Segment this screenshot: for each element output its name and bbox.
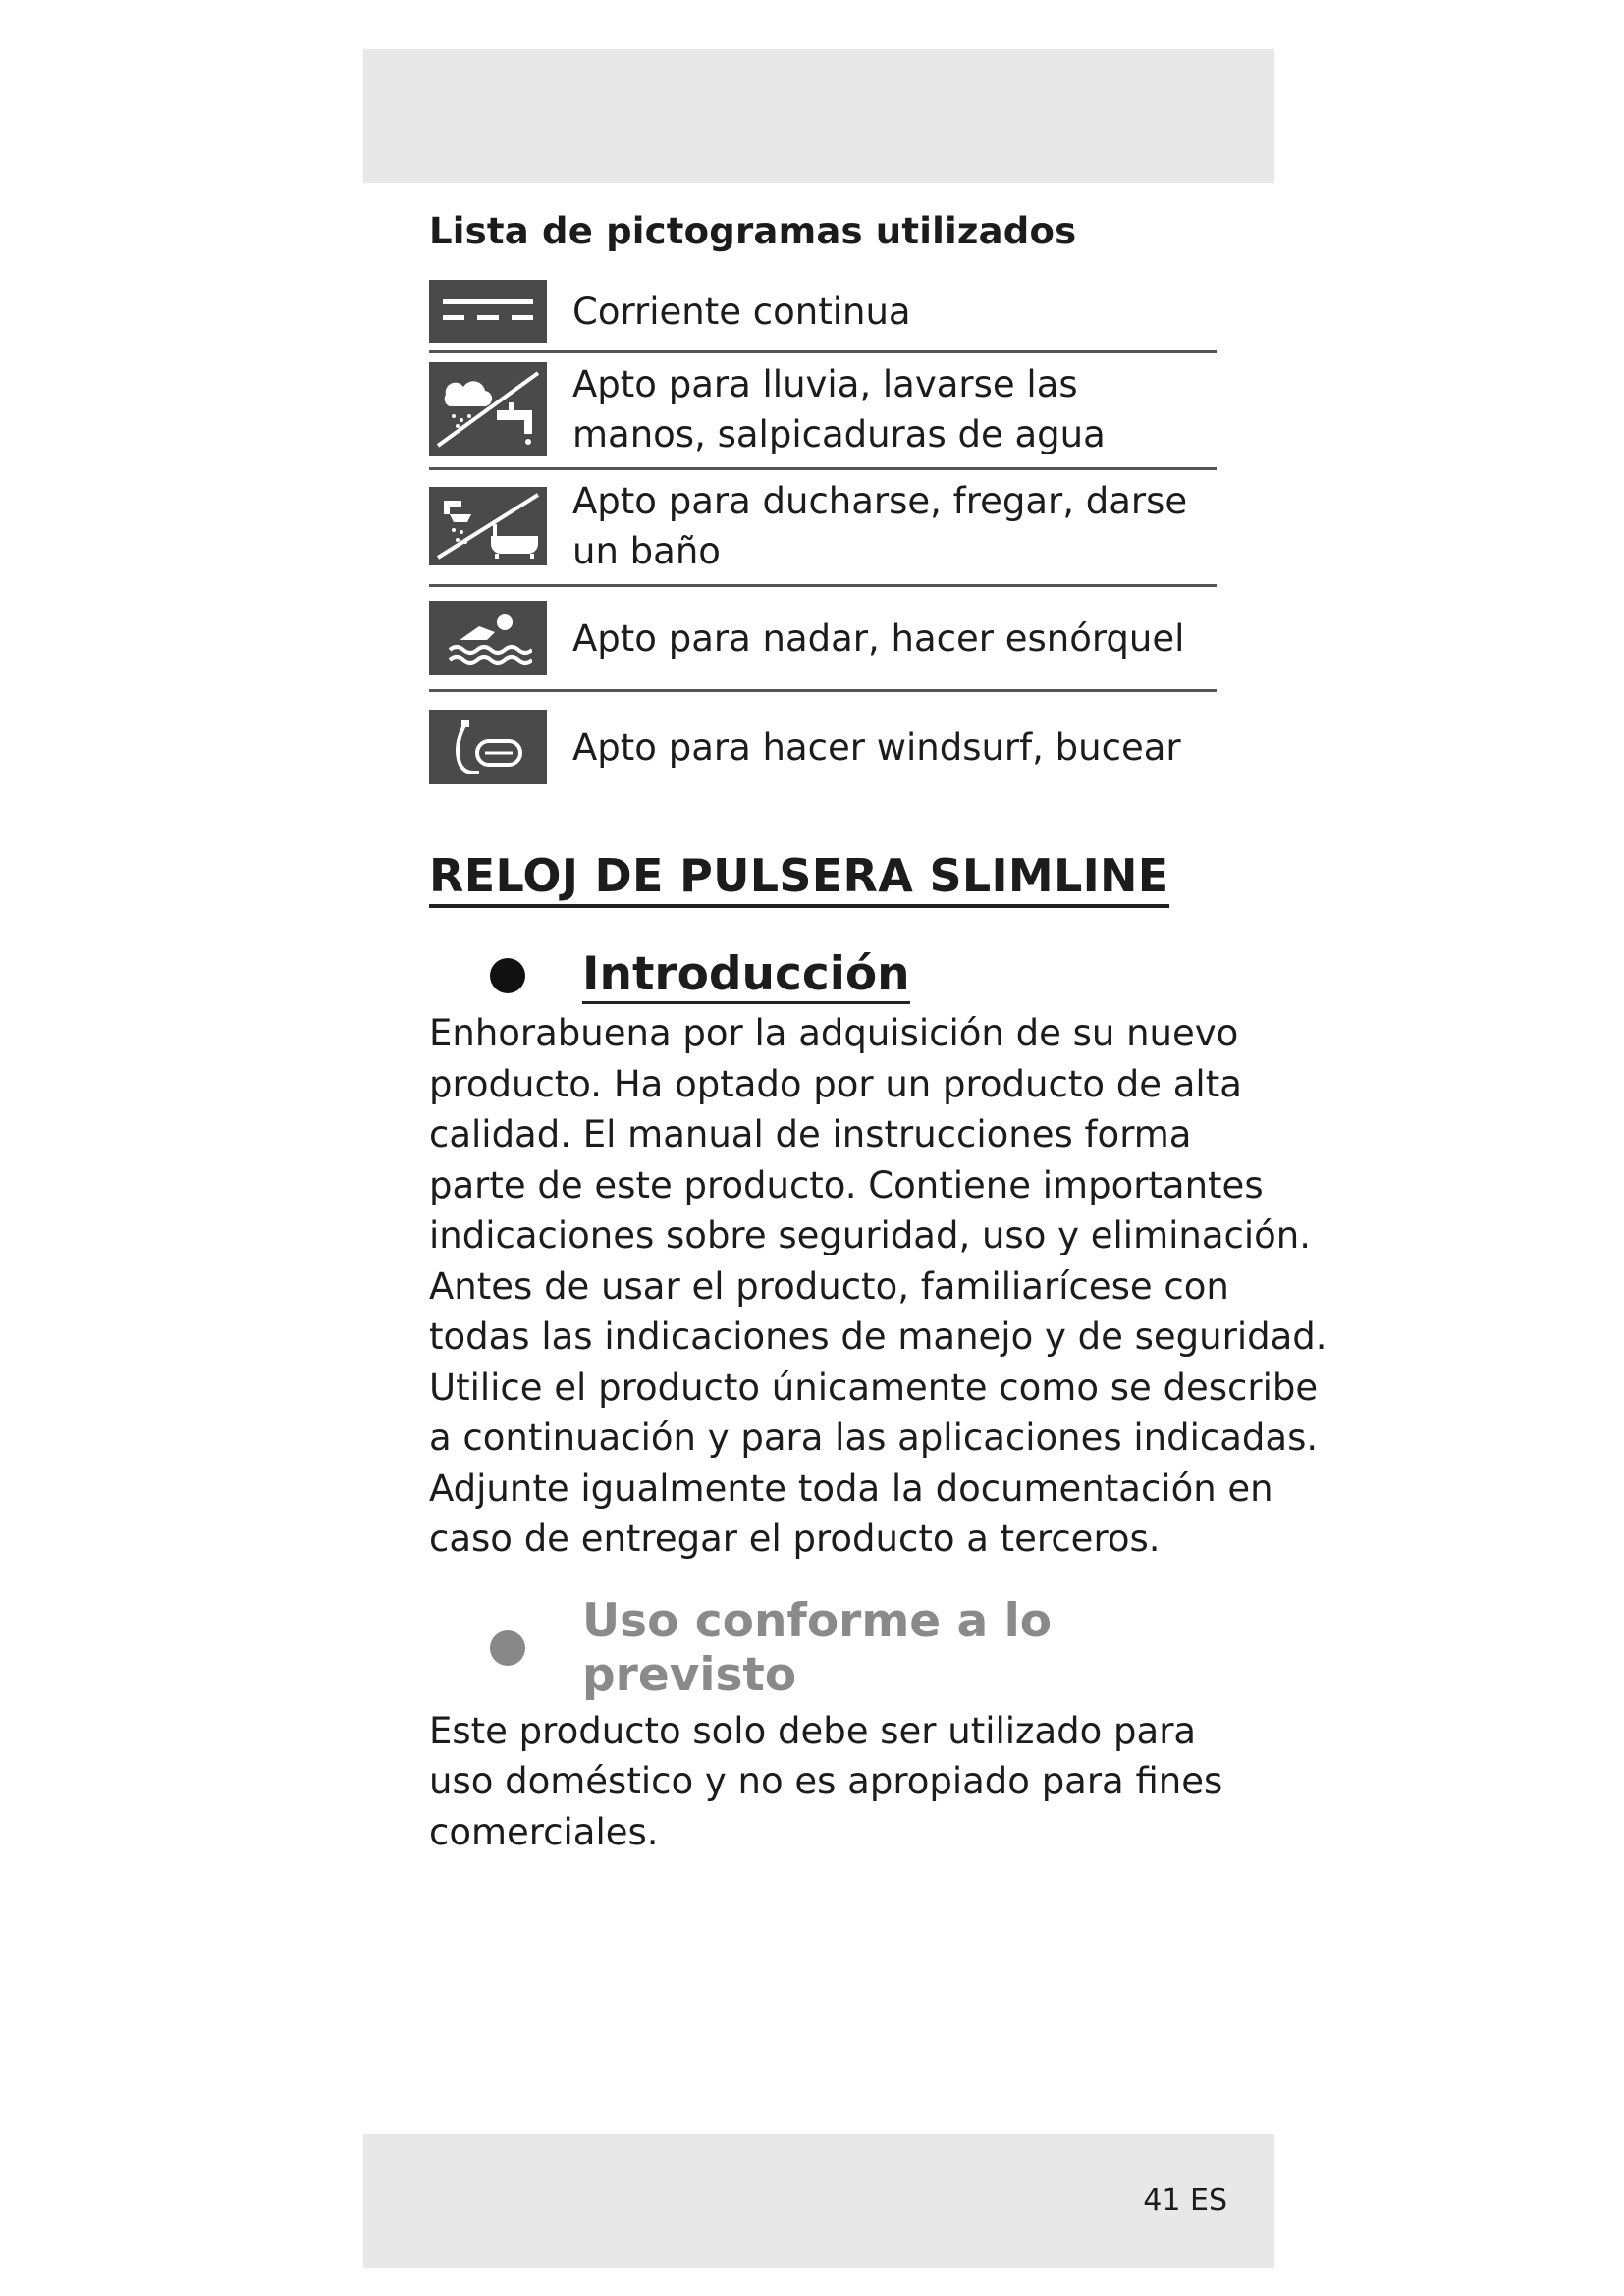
rain-handwash-icon [429, 362, 547, 456]
pictogram-row [429, 353, 1217, 470]
pictogram-text: Apto para lluvia, lavarse las manos, salpicaduras de agua [572, 363, 1106, 455]
document-title: RELOJ DE PULSERA SLIMLINE [429, 849, 1169, 908]
section-heading-intended-use [490, 1594, 1217, 1702]
page-footer-band [363, 2134, 1274, 2268]
bullet-dot-icon [490, 958, 525, 993]
pictogram-text: Apto para hacer windsurf, bucear [572, 725, 1181, 769]
bullet-dot-icon [490, 1630, 525, 1666]
page-header-band [363, 49, 1274, 183]
intended-use-paragraph: Este producto solo debe ser utilizado para uso doméstico y no es apropiado para fines comerciales. [429, 1709, 1223, 1853]
shower-bath-icon [429, 487, 547, 565]
direct-current-icon [429, 280, 547, 343]
pictogram-row [429, 692, 1217, 792]
pictogram-text: Apto para ducharse, fregar, darse un baño [572, 480, 1188, 572]
pictogram-row [429, 274, 1217, 353]
snorkel-mask-icon [429, 710, 547, 784]
pictogram-list [429, 274, 1217, 792]
pictogram-text: Apto para nadar, hacer esnórquel [572, 616, 1185, 660]
pictogram-row [429, 587, 1217, 692]
section-heading-label: Uso conforme a lo previsto [582, 1593, 1053, 1702]
page-content [429, 206, 1327, 1857]
pictogram-row [429, 470, 1217, 587]
pictogram-list-title: Lista de pictogramas utilizados [429, 210, 1077, 252]
section-heading-introduction [490, 947, 1217, 1004]
page-number: 41 ES [1143, 2183, 1227, 2217]
pictogram-text: Corriente continua [572, 290, 911, 333]
introduction-paragraph: Enhorabuena por la adquisición de su nuevo producto. Ha optado por un producto de alta calidad. El manual de instrucciones forma parte de este producto. Contiene importantes indicaciones sobre seguridad, uso y eliminación. Antes de usar el producto, familiarícese con todas las indicaciones de manejo y de seguridad. Utilice el producto únicamente como se describe a continuación y para las aplicaciones indicadas. Adjunte igualmente toda la documentación en caso de entregar el producto a terceros. [429, 1012, 1327, 1560]
swimmer-icon [429, 601, 547, 675]
section-heading-label: Introducción [582, 947, 910, 1004]
